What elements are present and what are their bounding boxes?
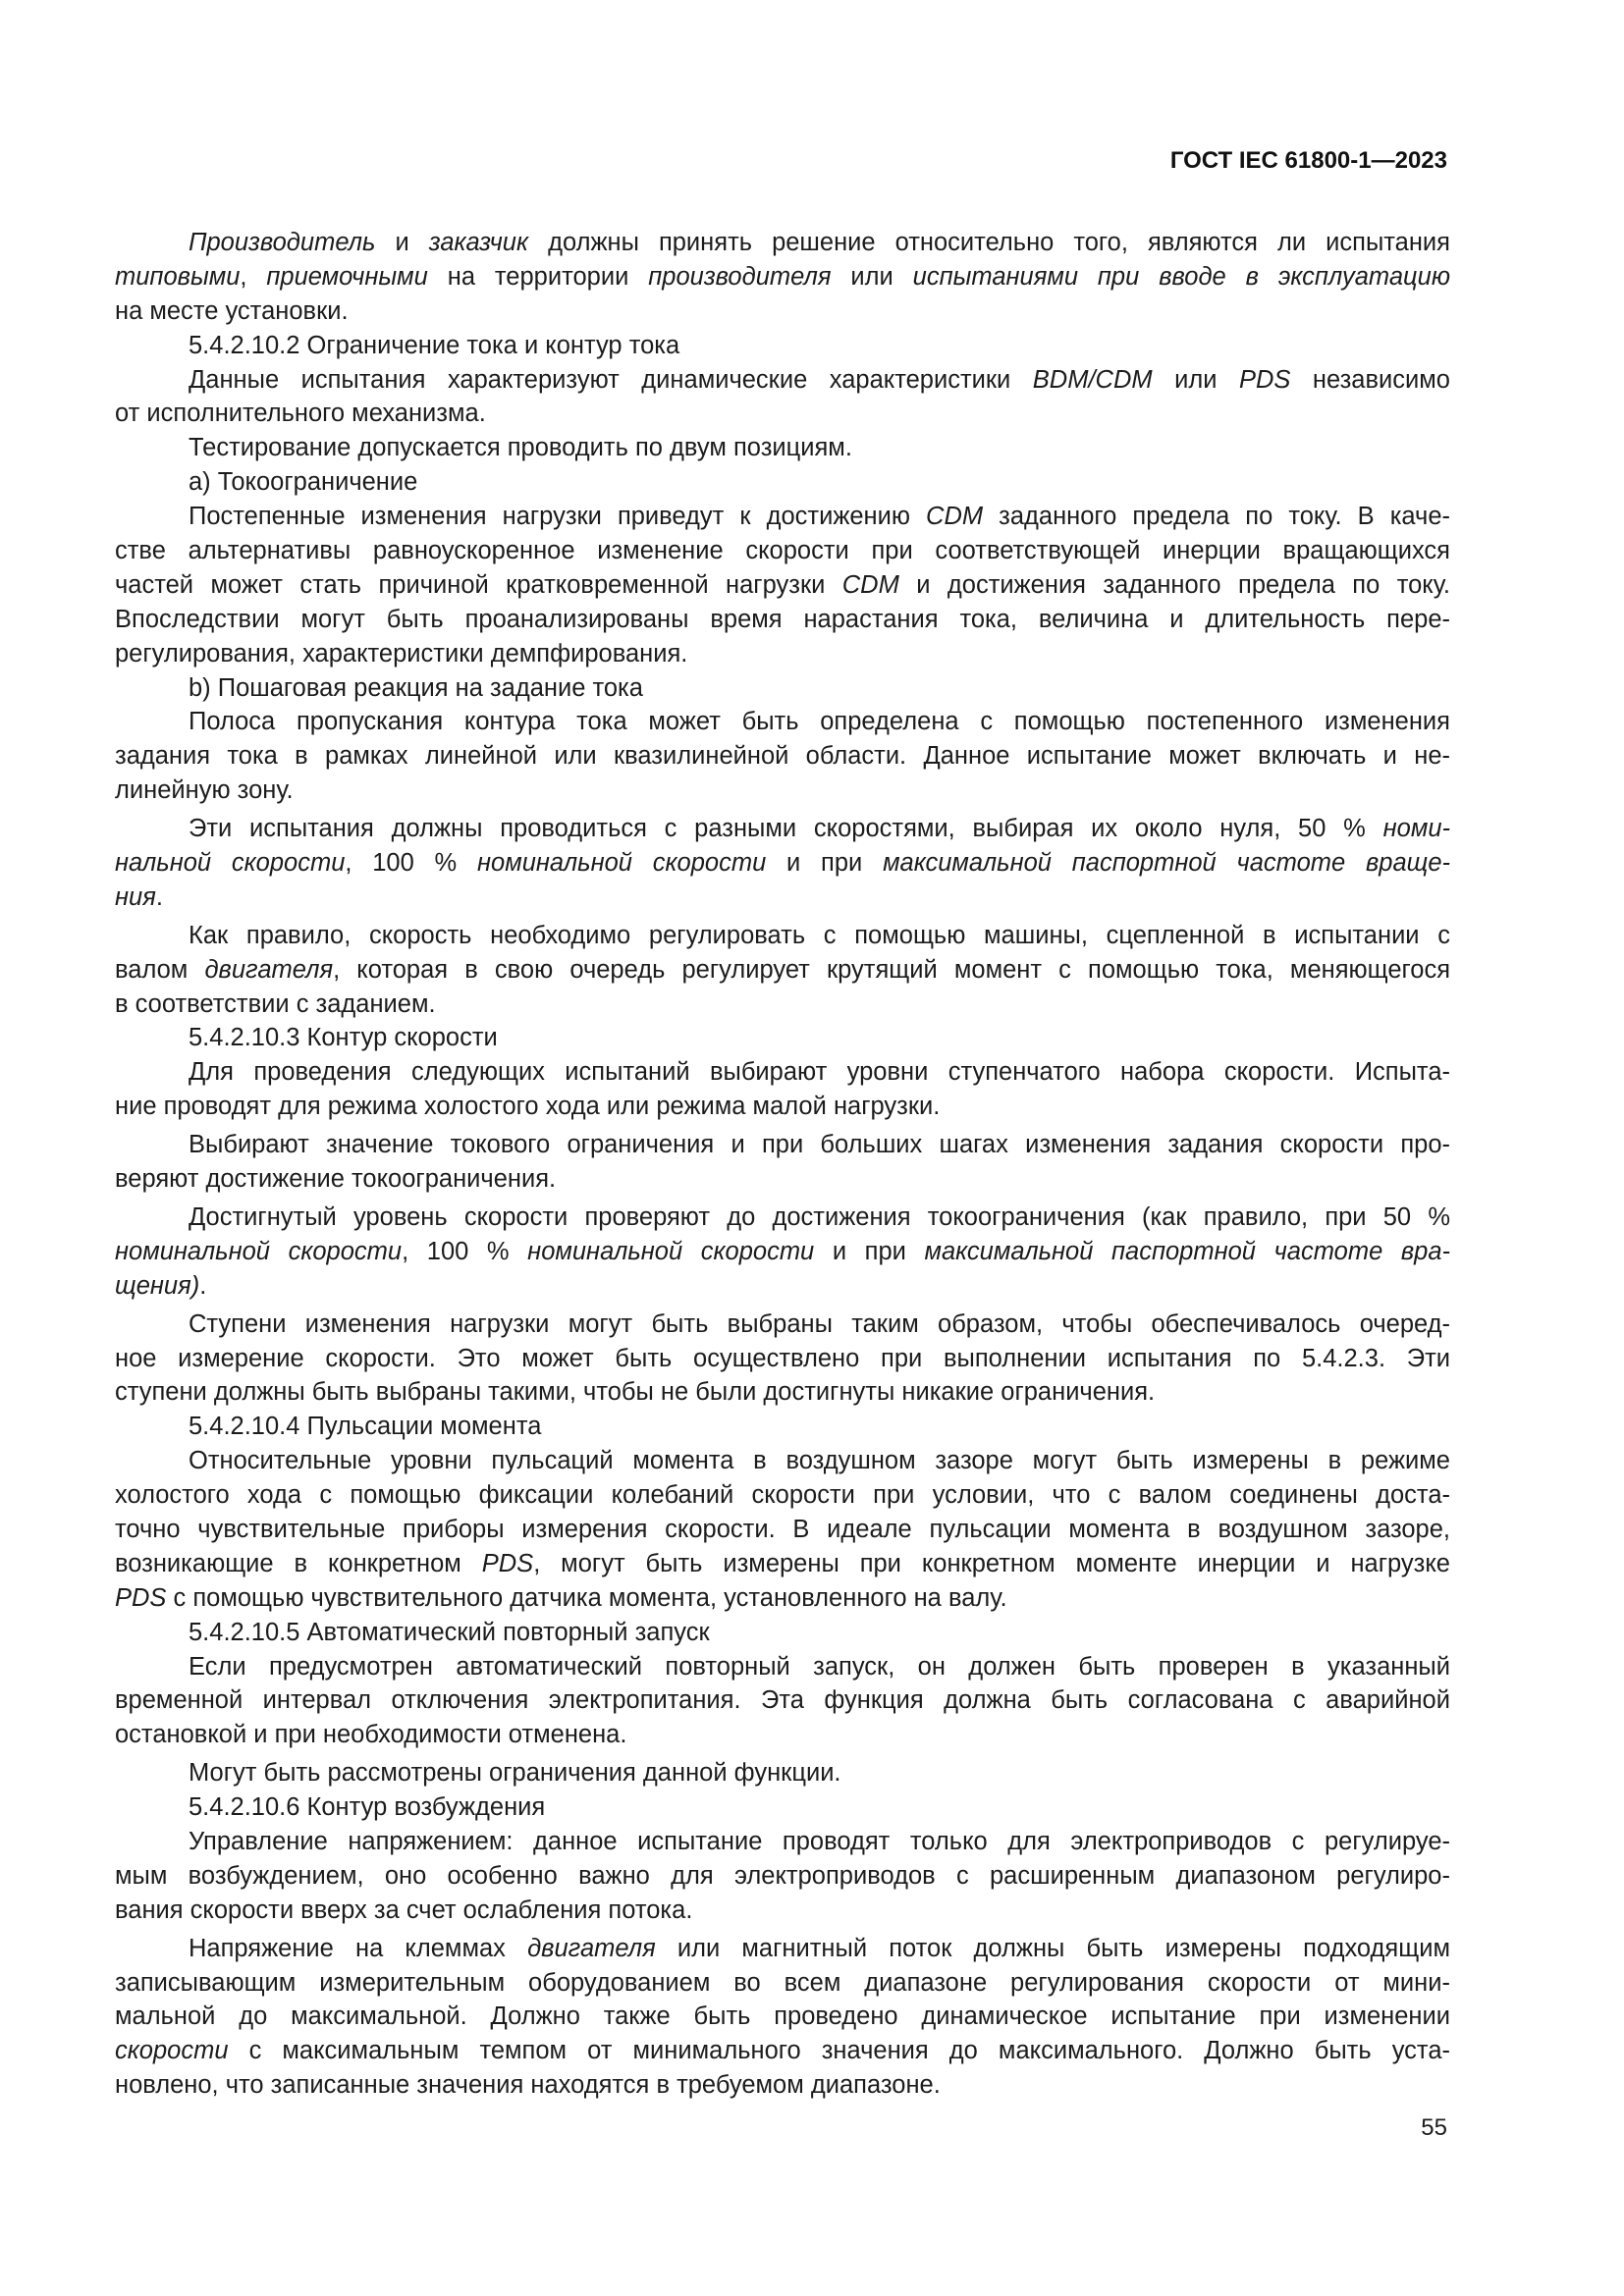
text-line: Если предусмотрен автоматический повторный запуск, он должен быть проверен в указанный xyxy=(189,1652,1450,1681)
text-line: Ступени изменения нагрузки могут быть выбраны таким образом, чтобы обеспечивалось очеред- xyxy=(189,1309,1450,1338)
text-line: скорости с максимальным темпом от минимального значения до максимального. Должно быть уста- xyxy=(115,2037,1450,2065)
text-line: b) Пошаговая реакция на задание тока xyxy=(189,673,643,702)
text-line: валом двигателя, которая в свою очередь регулирует крутящий момент с помощью тока, меняющегося xyxy=(115,955,1450,984)
text-line: точно чувствительные приборы измерения скорости. В идеале пульсации момента в воздушном зазоре, xyxy=(115,1515,1450,1543)
text-line: ния. xyxy=(115,882,163,911)
text-line: Управление напряжением: данное испытание проводят только для электроприводов с регулируе- xyxy=(189,1827,1450,1855)
text-line: Тестирование допускается проводить по двум позициям. xyxy=(189,434,852,462)
text-line: ступени должны быть выбраны такими, чтобы не были достигнуты никакие ограничения. xyxy=(115,1378,1156,1407)
text-line: мальной до максимальной. Должно также быть проведено динамическое испытание при изменении xyxy=(115,2002,1450,2031)
text-line: записывающим измерительным оборудованием во всем диапазоне регулирования скорости от мини- xyxy=(115,1968,1450,1997)
text-line: Производитель и заказчик должны принять решение относительно того, являются ли испытания xyxy=(189,229,1450,256)
text-line: на месте установки. xyxy=(115,296,349,325)
text-line: вания скорости вверх за счет ослабления потока. xyxy=(115,1896,693,1924)
text-line: Для проведения следующих испытаний выбирают уровни ступенчатого набора скорости. Испыта- xyxy=(189,1058,1450,1087)
text-line: от исполнительного механизма. xyxy=(115,400,486,428)
text-line: новлено, что записанные значения находятся в требуемом диапазоне. xyxy=(115,2071,941,2100)
text-line: 5.4.2.10.3 Контур скорости xyxy=(189,1024,498,1052)
text-line: временной интервал отключения электропитания. Эта функция должна быть согласована с аварийной xyxy=(115,1686,1450,1715)
text-line: типовыми, приемочными на территории производителя или испытаниями при вводе в эксплуатацию xyxy=(115,262,1450,291)
text-line: Полоса пропускания контура тока может быть определена с помощью постепенного изменения xyxy=(189,708,1450,736)
text-line: линейную зону. xyxy=(115,776,294,805)
page-number: 55 xyxy=(1421,2114,1447,2141)
text-line: Выбирают значение токового ограничения и при больших шагах изменения задания скорости про- xyxy=(189,1131,1450,1159)
text-line: частей может стать причиной кратковременной нагрузки CDM и достижения заданного предела по току. xyxy=(115,570,1450,599)
text-line: остановкой и при необходимости отменена. xyxy=(115,1721,627,1749)
document-header: ГОСТ IEC 61800-1—2023 xyxy=(1169,147,1447,174)
text-line: Могут быть рассмотрены ограничения данной функции. xyxy=(189,1759,841,1788)
text-line: a) Токоограничение xyxy=(189,468,418,497)
text-line: возникающие в конкретном PDS, могут быть измерены при конкретном моменте инерции и нагрузке xyxy=(115,1549,1450,1577)
text-line: ное измерение скорости. Это может быть осуществлено при выполнении испытания по 5.4.2.3. Эти xyxy=(115,1344,1450,1372)
text-line: номинальной скорости, 100 % номинальной скорости и при максимальной паспортной частоте вра- xyxy=(115,1237,1451,1265)
text-line: стве альтернативы равноускоренное изменение скорости при соответствующей инерции вращающихся xyxy=(115,537,1450,565)
text-line: Впоследствии могут быть проанализированы время нарастания тока, величина и длительность пере- xyxy=(115,605,1450,633)
text-line: мым возбуждением, оно особенно важно для электроприводов с расширенным диапазоном регулиро- xyxy=(115,1861,1450,1890)
text-line: Достигнутый уровень скорости проверяют до достижения токоограничения (как правило, при 50 % xyxy=(189,1202,1450,1231)
text-line: щения). xyxy=(115,1271,207,1300)
text-line: задания тока в рамках линейной или квазилинейной области. Данное испытание может включать и не- xyxy=(115,742,1450,771)
text-line: нальной скорости, 100 % номинальной скорости и при максимальной паспортной частоте враще- xyxy=(115,849,1451,878)
text-line: Эти испытания должны проводиться с разными скоростями, выбирая их около нуля, 50 % номи- xyxy=(189,815,1450,843)
text-line: Напряжение на клеммах двигателя или магнитный поток должны быть измерены подходящим xyxy=(189,1934,1450,1962)
text-line: Относительные уровни пульсаций момента в воздушном зазоре могут быть измерены в режиме xyxy=(189,1447,1450,1475)
text-line: холостого хода с помощью фиксации колебаний скорости при условии, что с валом соединены доста- xyxy=(115,1481,1450,1510)
text-line: 5.4.2.10.5 Автоматический повторный запуск xyxy=(189,1618,710,1646)
text-line: ние проводят для режима холостого хода или режима малой нагрузки. xyxy=(115,1093,941,1121)
text-line: Постепенные изменения нагрузки приведут к достижению CDM заданного предела по току. В каче- xyxy=(189,503,1450,531)
text-line: Как правило, скорость необходимо регулировать с помощью машины, сцепленной в испытании с xyxy=(189,921,1450,949)
document-body xyxy=(115,226,1450,2103)
text-line: в соответствии с заданием. xyxy=(115,989,436,1018)
text-line: 5.4.2.10.2 Ограничение тока и контур тока xyxy=(189,331,680,359)
text-line: веряют достижение токоограничения. xyxy=(115,1165,557,1194)
text-line: 5.4.2.10.4 Пульсации момента xyxy=(189,1413,542,1441)
text-line: PDS с помощью чувствительного датчика момента, установленного на валу. xyxy=(115,1583,1007,1612)
text-line: 5.4.2.10.6 Контур возбуждения xyxy=(189,1793,546,1822)
text-line: регулирования, характеристики демпфирования. xyxy=(115,639,688,667)
text-line: Данные испытания характеризуют динамические характеристики BDM/CDM или PDS независимо xyxy=(189,365,1450,394)
